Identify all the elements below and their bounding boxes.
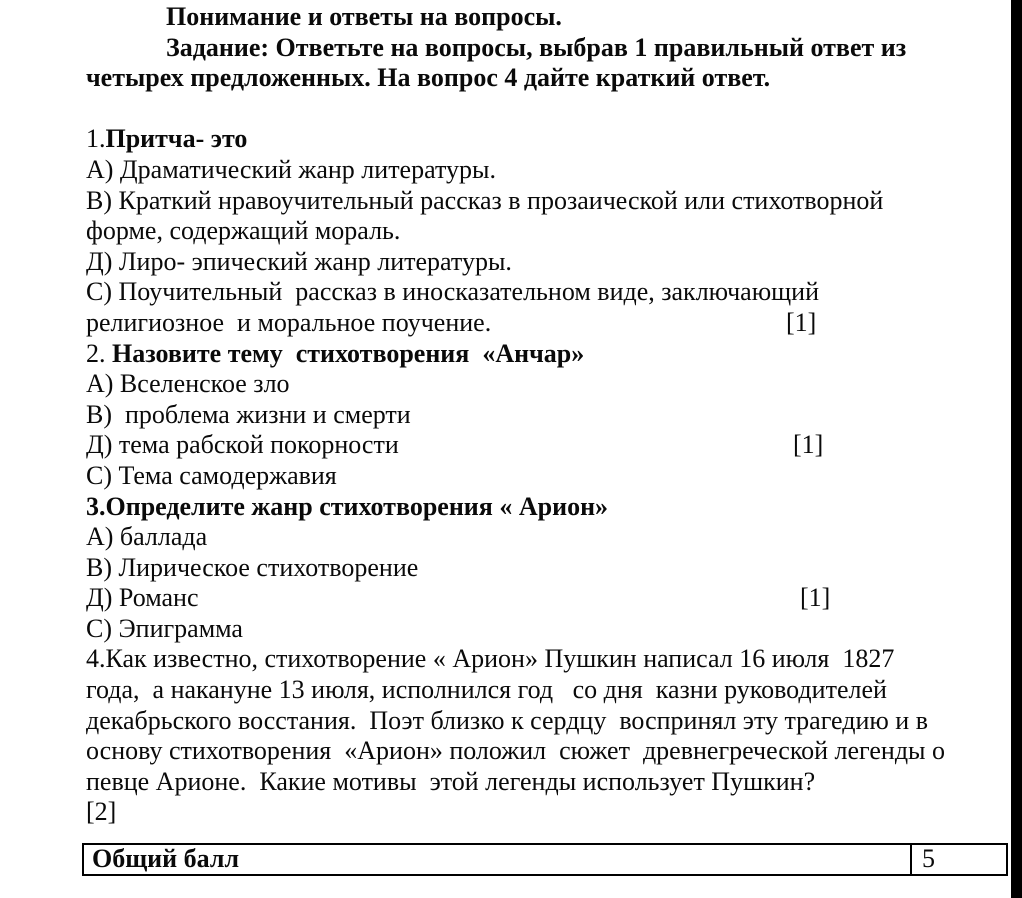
score-table-value: 5 (910, 845, 1006, 874)
document-body (86, 2, 1022, 876)
question-1-option-c-text: религиозное и моральное поучение. (86, 307, 492, 337)
question-1-heading (86, 124, 1022, 155)
score-table (82, 843, 1008, 876)
scan-edge-artifact (1011, 0, 1022, 898)
question-4-text-line3: декабрьского восстания. Поэт близко к сердцу воспринял эту трагедию и в (86, 705, 928, 735)
question-3-option-d (86, 583, 1022, 614)
question-2-option-d (86, 430, 1022, 461)
question-1-option-a: А) Драматический жанр литературы. (86, 154, 496, 184)
question-3-heading: 3.Определите жанр стихотворения « Арион» (86, 491, 609, 521)
header-task-line2: четырех предложенных. На вопрос 4 дайте краткий ответ. (86, 63, 771, 93)
question-2-option-c: С) Тема самодержавия (86, 460, 337, 490)
question-2-number: 2. (86, 338, 112, 368)
question-3-option-b: В) Лирическое стихотворение (86, 552, 419, 582)
question-2-option-a: А) Вселенское зло (86, 369, 290, 399)
question-3-option-d-text: Д) Романс (86, 583, 199, 613)
question-3-points-badge: [1] (800, 583, 831, 613)
spacer (86, 94, 1022, 125)
question-1-option-b-line2: форме, содержащий мораль. (86, 216, 401, 246)
question-4-text-line1: 4.Как известно, стихотворение « Арион» Пушкин написал 16 июля 1827 (86, 644, 895, 674)
question-2-heading (86, 339, 1022, 370)
question-1-points-badge: [1] (786, 307, 817, 337)
question-4-text-line2: года, а накануне 13 июля, исполнился год со дня казни руководителей (86, 675, 887, 705)
question-1-title: Притча- это (105, 124, 248, 154)
question-1-option-d: Д) Лиро- эпический жанр литературы. (86, 246, 512, 276)
question-2-title: Назовите тему стихотворения «Анчар» (112, 338, 585, 368)
score-table-label: Общий балл (92, 844, 240, 874)
question-3-option-c: С) Эпиграмма (86, 613, 243, 643)
question-1-option-c-line2 (86, 308, 1022, 339)
header-title: Понимание и ответы на вопросы. (166, 2, 562, 31)
question-1-option-c-line1: С) Поучительный рассказ в иносказательном виде, заключающий (86, 277, 819, 307)
question-2-option-d-text: Д) тема рабской покорности (86, 430, 399, 460)
header-task-line1: Задание: Ответьте на вопросы, выбрав 1 правильный ответ из (166, 32, 907, 62)
question-4-points-badge: [2] (86, 797, 117, 827)
question-1-number: 1. (86, 124, 106, 154)
question-2-option-b: В) проблема жизни и смерти (86, 399, 411, 429)
question-4-text-line5: певце Арионе. Какие мотивы этой легенды использует Пушкин? (86, 766, 816, 796)
question-2-points-badge: [1] (793, 430, 824, 460)
question-4-text-line4: основу стихотворения «Арион» положил сюжет древнегреческой легенды о (86, 736, 946, 766)
question-1-option-b-line1: В) Краткий нравоучительный рассказ в прозаической или стихотворной (86, 185, 884, 215)
question-3-option-a: А) баллада (86, 522, 208, 552)
